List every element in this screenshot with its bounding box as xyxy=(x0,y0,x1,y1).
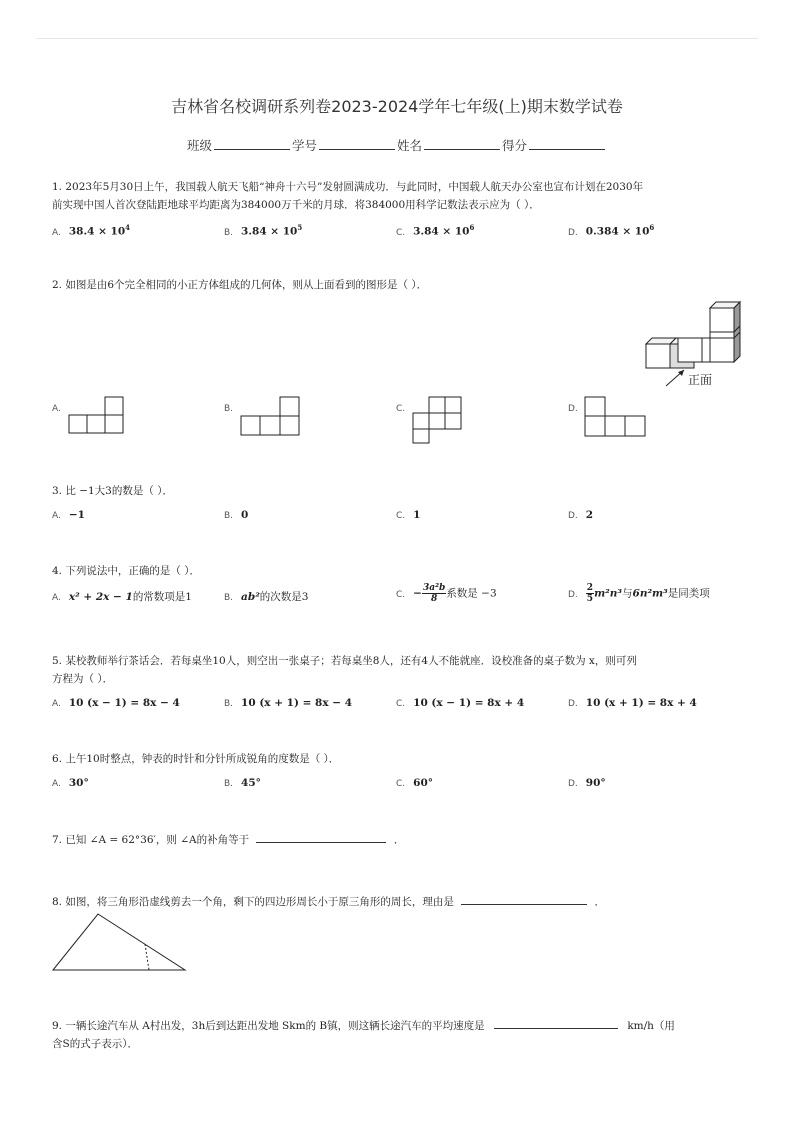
q2-option-a-label[interactable]: A. xyxy=(52,404,61,414)
question-9: 9. 一辆长途汽车从 A村出发，3h后到达距出发地 Skm的 B镇，则这辆长途汽车的平均速度是 km/h（用 含S的式子表示）． xyxy=(52,1016,742,1053)
q1-option-a[interactable]: A. $38.4 \times 10^4$ xyxy=(52,223,131,238)
class-label: 班级 xyxy=(186,138,212,153)
q9-answer-blank[interactable] xyxy=(494,1016,618,1029)
id-label: 学号 xyxy=(291,138,317,153)
q5-option-c[interactable]: C. 10 (x − 1) = 8x + 4 xyxy=(396,697,525,709)
triangle-figure xyxy=(52,912,188,974)
student-info-line xyxy=(0,136,794,154)
top-divider xyxy=(36,38,758,39)
q6-option-a[interactable]: A. 30° xyxy=(52,777,89,789)
question-2-text: 2. 如图是由6个完全相同的小正方体组成的几何体，则从上面看到的图形是（ ）． xyxy=(52,279,428,291)
q2-option-d-figure[interactable] xyxy=(584,396,648,438)
name-blank[interactable] xyxy=(424,137,500,150)
q2-option-d-label[interactable]: D. xyxy=(568,404,578,414)
q6-option-d[interactable]: D. 90° xyxy=(568,777,606,789)
question-1-text-line2: 前实现中国人首次登陆距地球平均距离为384000万千米的月球．将384000用科学记数法表示应为（ ）． xyxy=(52,199,540,211)
solid-figure xyxy=(640,296,750,392)
q2-option-a-figure[interactable] xyxy=(68,396,126,436)
front-view-label: 正面 xyxy=(688,373,713,387)
q3-option-d[interactable]: D. 2 xyxy=(568,509,594,521)
cut-dashed-line xyxy=(145,944,149,970)
q7-answer-blank[interactable] xyxy=(256,830,386,843)
q2-option-c-figure[interactable] xyxy=(412,396,464,446)
q8-answer-blank[interactable] xyxy=(461,892,587,905)
q4-option-d[interactable]: D. $\frac{2}{5}$ m²n³与6n²m³是同类项 xyxy=(568,583,710,604)
question-3-text: 3. 比 −1大3的数是（ ）． xyxy=(52,485,173,497)
question-9-text-line2: 含S的式子表示）． xyxy=(52,1038,138,1050)
name-label: 姓名 xyxy=(397,138,423,153)
question-6-text: 6. 上午10时整点，钟表的时针和分针所成锐角的度数是（ ）． xyxy=(52,753,340,765)
score-label: 得分 xyxy=(502,138,528,153)
question-5 xyxy=(52,652,742,688)
q1-option-c[interactable]: C. $3.84 \times 10^6$ xyxy=(396,223,475,238)
q5-option-d[interactable]: D. 10 (x + 1) = 8x + 4 xyxy=(568,697,697,709)
question-7-text: 7. 已知 ∠A = 62°36′，则 ∠A的补角等于 xyxy=(52,834,250,846)
q1-option-b[interactable]: B. $3.84 \times 10^5$ xyxy=(224,223,303,238)
question-1 xyxy=(52,178,742,214)
question-4-text: 4. 下列说法中，正确的是（ ）． xyxy=(52,565,200,577)
q2-option-b-figure[interactable] xyxy=(240,396,302,438)
q4-option-b[interactable]: B. ab²的次数是3 xyxy=(224,591,309,603)
q4-option-a[interactable]: A. x² + 2x − 1的常数项是1 xyxy=(52,591,192,603)
q2-option-b-label[interactable]: B. xyxy=(224,404,234,414)
q5-option-b[interactable]: B. 10 (x + 1) = 8x − 4 xyxy=(224,697,353,709)
question-9-text-line1: 9. 一辆长途汽车从 A村出发，3h后到达距出发地 Skm的 B镇，则这辆长途汽车的平均速度是 xyxy=(52,1020,485,1032)
question-8: 8. 如图，将三角形沿虚线剪去一个角，剩下的四边形周长小于原三角形的周长，理由是 ． xyxy=(52,892,742,911)
page-title: 吉林省名校调研系列卷2023-2024学年七年级(上)期末数学试卷 xyxy=(171,97,623,116)
question-8-text: 8. 如图，将三角形沿虚线剪去一个角，剩下的四边形周长小于原三角形的周长，理由是 xyxy=(52,896,454,908)
score-blank[interactable] xyxy=(529,137,605,150)
q4-option-c[interactable]: C. − $\frac{\text{3a²b}}{8}$ 系数是 −3 xyxy=(396,583,497,604)
q3-option-c[interactable]: C. 1 xyxy=(396,509,421,521)
q2-option-c-label[interactable]: C. xyxy=(396,404,406,414)
question-1-text-line1: 1. 2023年5月30日上午，我国载人航天飞船“神舟十六号”发射圆满成功．与此同时，中国载人航天办公室也宣布计划在2030年 xyxy=(52,181,644,193)
q6-option-b[interactable]: B. 45° xyxy=(224,777,261,789)
question-5-text-line1: 5. 某校教师举行茶话会．若每桌坐10人，则空出一张桌子；若每桌坐8人，还有4人不能就座．设校准备的桌子数为 x，则可列 xyxy=(52,655,637,667)
question-7: 7. 已知 ∠A = 62°36′，则 ∠A的补角等于 ． xyxy=(52,830,742,849)
q3-option-a[interactable]: A. −1 xyxy=(52,509,85,521)
class-blank[interactable] xyxy=(214,137,290,150)
q1-option-d[interactable]: D. $0.384 \times 10^6$ xyxy=(568,223,655,238)
q3-option-b[interactable]: B. 0 xyxy=(224,509,249,521)
question-5-text-line2: 方程为（ ）． xyxy=(52,673,114,685)
q5-option-a[interactable]: A. 10 (x − 1) = 8x − 4 xyxy=(52,697,180,709)
id-blank[interactable] xyxy=(319,137,395,150)
q6-option-c[interactable]: C. 60° xyxy=(396,777,434,789)
